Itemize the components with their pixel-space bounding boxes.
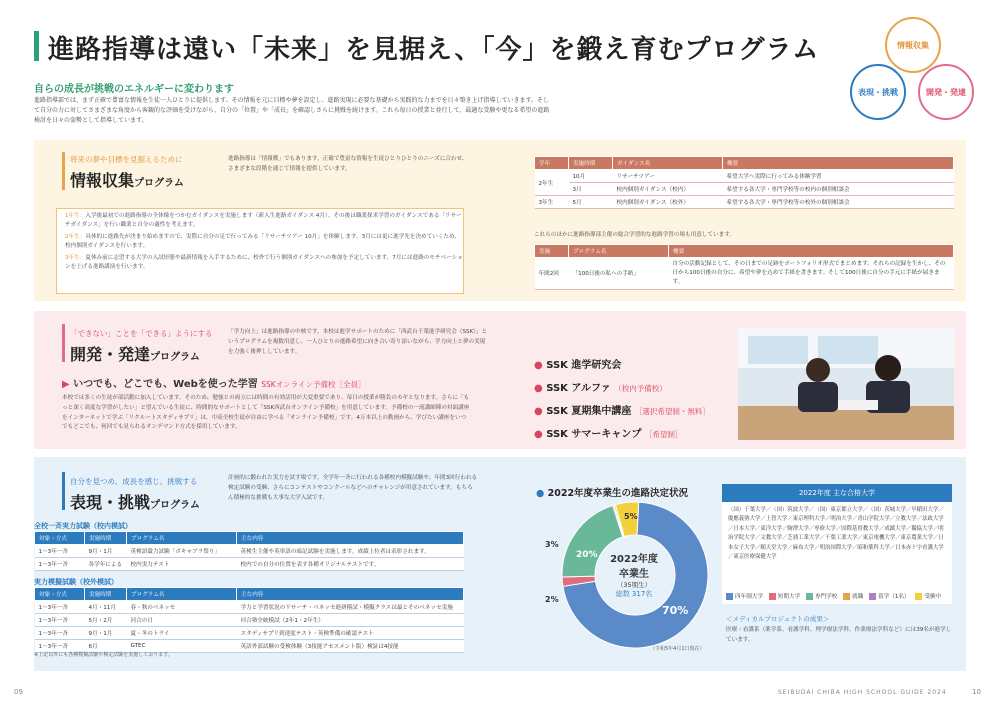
legend-swatch (806, 593, 813, 600)
year-text: 夏休み前に志望する大学の入試形態や最新情報を入手するために、校外で行う個別ガイダンスへの参加を予定しています。7月には進路のモチベーションを上げる進路講演を行います。 (65, 254, 463, 270)
year-label: 3年生： (65, 254, 86, 261)
table-row (35, 627, 464, 640)
t2-title: 実力模擬試験（校外模試） (34, 578, 118, 586)
table-cell: 6月 (85, 640, 127, 653)
label-20pct: 20% (576, 550, 598, 560)
sec2-head-text: 開発・発達 (70, 345, 151, 364)
table-header: 対象・方式 (35, 532, 85, 545)
table-header: 実施時期 (85, 588, 127, 601)
sec2-sub-tag: SSKオンライン予備校［全員］ (261, 380, 366, 389)
sec3-head-text: 表現・挑戦 (70, 493, 151, 512)
center-total: 総数 317名 (615, 590, 653, 598)
table-cell: 各学年による (85, 558, 127, 571)
table-cell: 校内での自分の位置を表す各種オリジナルテストです。 (237, 558, 464, 571)
sec1-head-text: 情報収集 (70, 171, 135, 190)
bullet-icon: ● (534, 383, 547, 394)
external-exam-table (34, 587, 464, 653)
table-cell: 校内実力テスト (127, 558, 237, 571)
table-cell: 10月 (569, 170, 613, 183)
chart-legend (726, 592, 941, 600)
year-box (56, 208, 464, 294)
table-cell: 3年生 (535, 196, 569, 209)
table-cell: 春・秋のベネッセ (127, 601, 237, 614)
year-row (65, 254, 463, 272)
medical-text: 医療・看護系（薬学系、看護学科、理学療法学科、作業療法学科など）には39名が進学しています。 (726, 627, 952, 643)
table-row (35, 614, 464, 627)
table-cell: 5月・2月 (85, 614, 127, 627)
year-row (65, 233, 463, 251)
table-cell: 9月・1月 (85, 545, 127, 558)
sec1-head-small: プログラム (134, 178, 184, 189)
label-3pct: 3% (545, 540, 559, 549)
university-box (722, 484, 952, 604)
chart-date: （令和5年4月1日現在） (650, 646, 705, 652)
sec2-sub-text: いつでも、どこでも、Webを使った学習 (73, 379, 258, 390)
legend-label: 短期大学 (777, 594, 801, 600)
table-cell: 1〜3年一斉 (35, 627, 85, 640)
table-row (35, 601, 464, 614)
table-cell: GTEC (127, 640, 237, 653)
sec1-accent (62, 152, 65, 190)
table-cell: 1〜3年一斉 (35, 614, 85, 627)
table-cell: リサーチツアー (613, 170, 723, 183)
table-cell: 4月・11月 (85, 601, 127, 614)
bullet-icon: ● (534, 360, 547, 371)
triangle-icon: ▶ (62, 379, 74, 390)
legend-swatch (843, 593, 850, 600)
legend-swatch (915, 593, 922, 600)
sec2-accent (62, 324, 65, 362)
sec2-head-small: プログラム (150, 352, 200, 363)
students-photo (738, 328, 954, 440)
univ-list: （国）千葉大学／（国）筑波大学／（国）東京都立大学／（国）茨城大学／早稲田大学／慶應義塾大学／上智大学／東京理科大学／明治大学／青山学院大学／立教大学／法政大学／日本大学／東洋大学／駒澤大学／専修大学／国際基督教大学／成蹊大学／獨協大学／明治学院大学／文教大学／芝浦工業大学／千葉工業大学／東京電機大学／東京農業大学／日本女子大学／順天堂大学／麻布大学／明治国際大学／昭和薬科大学／日本赤十字看護大学／東京医療保健大学 (728, 507, 944, 561)
table-header: 主な内容 (237, 532, 464, 545)
ssk-item (534, 425, 710, 440)
intro-text: 進路指導部では、まず正確で豊富な情報を生徒一人ひとりに提供します。その情報を元に目標や夢を設定し、進路実現に必要な基礎から実践的な力までを日々築き上げ指導していきます。そして自分の力に対してさまざまな角度から客観的な評価を受けながら、自分の「位置」や「成長」を確認しさらに挑戦を続けます。これら毎日の授業と並行して、最適な受験や更なる希望の進路検討を日々の姿勢として指導しています。 (34, 97, 550, 125)
sec1-kicker: 将来の夢や目標を見据えるために (70, 155, 183, 164)
table-cell: 河合の日 (127, 614, 237, 627)
center-label: 卒業生 (619, 569, 649, 580)
legend-swatch (869, 593, 876, 600)
table-cell: 3月 (569, 183, 613, 196)
label-5pct: 5% (624, 512, 638, 521)
internal-exam-table (34, 531, 464, 571)
table-header: 主な内容 (237, 588, 464, 601)
year-text: 入学後最初での進路指導の全体像をつかむガイダンスを実施します（新入生進路ガイダンス 4月）。その後は職業探求学習のガイダンスである「リサーチガイダンス」を行い職業と自分の適性を考えます。 (65, 213, 462, 228)
table-row (35, 558, 464, 571)
legend-label: 専門学校 (814, 594, 838, 600)
ssk-item (534, 402, 710, 417)
guidance-table (534, 156, 954, 209)
legend-label: 就職 (852, 594, 864, 600)
sec3-kicker: 自分を見つめ、成長を感じ、挑戦する (70, 477, 198, 486)
table-cell: 校内個別ガイダンス（校内） (613, 183, 723, 196)
table-header: 概要 (723, 157, 954, 170)
center-year: 2022年度 (610, 554, 658, 565)
univ-title: 2022年度 主な合格大学 (722, 484, 952, 502)
table-row (535, 258, 954, 290)
sec2-kicker: 「できない」ことを「できる」ようにする (70, 329, 213, 338)
bullet-icon: ● (536, 488, 548, 499)
table-cell: 1〜3年一斉 (35, 545, 85, 558)
sec2-heading (70, 342, 200, 365)
page-number-left: 09 (14, 688, 23, 696)
page-number-right: 10 (972, 688, 981, 696)
ssk-tag: ［希望制］ (644, 430, 683, 439)
ssk-name: SSK サマーキャンプ (546, 429, 642, 440)
intro-subtitle: 自らの成長が挑戦のエネルギーに変わります (34, 84, 234, 95)
sec3-desc: 計画的に鍛われた実力を試す場です。全学年一斉に行われる各種校内模擬試験や、年間3回行われる検定試験の受験、さらにコンテストやコンクールなどへのチャレンジが用意されています。もちろん積極的な挑戦も大事な大学入試です。 (228, 475, 478, 501)
table-header: ガイダンス名 (613, 157, 723, 170)
table-cell: 学力と学習状況のリサーチ・ベネッセ進研模試・模擬クラスは最とそのベネッセ実施 (237, 601, 464, 614)
year-label: 2年生： (65, 233, 86, 240)
sec3-accent (62, 472, 65, 510)
sec2-body: 本校では多くの生徒が部活動に加入しています。そのため、勉強との両立には時間の有効活用が大変重要であり、毎日の授業が勝負のカギとなります。さらに「もっと深く高度な学習がしたい」と望んでいる生徒に、時間的なサポートとして「SSK西武台オンライン予備校」を用意しています。予備校の一流講師陣の対面講座をインターネットで学ぶ「リクルートスタディサプリ」は、中高全校生徒が自由に学べる「オンライン予備校」です。4万本以上の動画から、学びたい講座をいつでもどこでも、何回でも見られるオンデマンド方式を採用しています。 (62, 395, 470, 431)
table-cell: 「100日後の私への手紙」 (569, 258, 669, 290)
medical-title: ＜メディカルプロジェクトの成果＞ (726, 615, 830, 623)
t-note: ※上記以外にも各種模擬試験や検定試験を実施しております。 (34, 652, 173, 658)
table-header: プログラム名 (569, 245, 669, 258)
table-cell: 9月・1月 (85, 627, 127, 640)
table-cell: 1〜3年一斉 (35, 601, 85, 614)
chart-title (536, 485, 688, 499)
table-header: 概要 (669, 245, 954, 258)
footer-guide: SEIBUDAI CHIBA HIGH SCHOOL GUIDE 2024 (778, 689, 947, 696)
title-accent (34, 31, 39, 61)
chart-title-text: 2022年度卒業生の進路決定状況 (547, 488, 689, 499)
year-text: 具体的に進路先が決まり始めますので、実際に自分の足で行ってみる「リサーチツアー 10月」を体験します。3月には更に進学先を決めていくため、校内個別ガイダンスを行います。 (65, 233, 460, 249)
ssk-item (534, 356, 710, 371)
table-header: 実施 (535, 245, 569, 258)
label-70pct: 70% (662, 604, 689, 617)
legend-swatch (769, 593, 776, 600)
table-cell: 2年生 (535, 170, 569, 196)
sec3-heading (70, 490, 200, 513)
t1-title: 全校一斉実力試験（校内模試） (34, 522, 132, 530)
sec1-desc: 進路指導は「情報戦」でもあります。正確で豊富な情報を生徒ひとりひとりのニーズに合わせ、さまざまな段階を通じて情報を提供しています。 (228, 156, 468, 172)
legend-swatch (726, 593, 733, 600)
bullet-icon: ● (534, 429, 547, 440)
table-header: プログラム名 (127, 588, 237, 601)
legend-label: 受験中 (924, 594, 942, 600)
ssk-name: SSK 夏期集中講座 (546, 406, 632, 417)
sec2-sub (62, 375, 366, 390)
table-cell: 1〜3年一斉 (35, 640, 85, 653)
table-header: 学年 (535, 157, 569, 170)
program-table (534, 244, 954, 290)
legend-label: 四年制大学 (735, 594, 763, 600)
table-header: 対象・方式 (35, 588, 85, 601)
cycle-top: 情報収集 (885, 17, 941, 73)
table-cell: 5月 (569, 196, 613, 209)
table-cell: 河合塾全統模試（2年1・2年生） (237, 614, 464, 627)
table-cell: 英検語彙力試験「ボキャブラ祭り」 (127, 545, 237, 558)
table-header: 実施時期 (569, 157, 613, 170)
table-row (535, 183, 954, 196)
ssk-name: SSK アルファ (546, 383, 611, 394)
table-cell: 希望大学へ実際に行ってみる体験学習 (723, 170, 954, 183)
ssk-name: SSK 進学研究会 (546, 360, 622, 371)
year-row (65, 212, 463, 230)
chart-center (594, 550, 674, 599)
table-row (535, 196, 954, 209)
page-title: 進路指導は遠い「未来」を見据え、「今」を鍛え育むプログラム (48, 35, 820, 65)
bullet-icon: ● (534, 406, 547, 417)
sec3-head-small: プログラム (150, 500, 200, 511)
table-cell: 希望する各大学・専門学校等の校内の個別相談会 (723, 183, 954, 196)
table-cell: 年間2回 (535, 258, 569, 290)
table-cell: 校内個別ガイダンス（校外） (613, 196, 723, 209)
legend-label: 留学（1名） (878, 594, 910, 600)
sec1-note: これらのほかに進路指導部主催の総合学習的な進路学習の場も用意しています。 (534, 232, 735, 238)
table-header: プログラム名 (127, 532, 237, 545)
table-cell: 英検生主催や英単語の暗記試験を実施します。成績上位者は表彰されます。 (237, 545, 464, 558)
table-cell: 夏・冬のトライ (127, 627, 237, 640)
ssk-item (534, 379, 710, 394)
cycle-right: 開発・発達 (918, 64, 974, 120)
ssk-list (534, 356, 710, 448)
table-cell: 自分の活動記録として、その日までの足跡をポートフォリオ形式でまとめます。それらの記録を生かし、その日から100日後の自分に、希望や夢を込めて手紙を書きます。そして100日後に自分の手元に手紙が届きます。 (669, 258, 954, 290)
ssk-tag: （校内予備校） (614, 384, 667, 393)
center-gen: （35期生） (616, 581, 652, 589)
table-cell: 1〜3年一斉 (35, 558, 85, 571)
sec2-desc: 「学力向上」は進路指導の中核です。本校は進学サポートのために「西武台千葉進学研究会（SSK）」というプログラムを複数用意し、一人ひとりの進路希望に向き合い寄り添いながら、学力向上と夢の実現を力強く後押ししています。 (228, 329, 488, 355)
table-row (35, 545, 464, 558)
table-row (535, 170, 954, 183)
cycle-left: 表現・挑戦 (850, 64, 906, 120)
table-cell: 希望する各大学・専門学校等の校外の個別相談会 (723, 196, 954, 209)
sec1-heading (70, 168, 184, 191)
table-cell: スタディサプリ到達度テスト・英検準備の確認テスト (237, 627, 464, 640)
ssk-tag: ［選択希望制・無料］ (634, 407, 710, 416)
year-label: 1年生： (65, 213, 86, 219)
label-2pct: 2% (545, 595, 559, 604)
table-header: 実施時期 (85, 532, 127, 545)
table-cell: 英語外部試験の受検体験（3技能アセスメント版）検証は4技能 (237, 640, 464, 653)
